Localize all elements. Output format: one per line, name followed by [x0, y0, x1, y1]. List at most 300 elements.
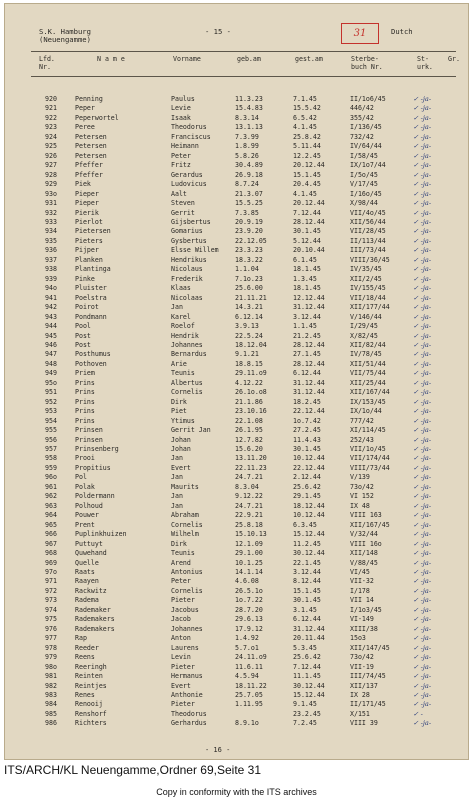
row-first-name: Isaak — [171, 113, 191, 122]
row-death-date: 4.1.45 — [293, 123, 317, 132]
row-birth-date: 24.7.21 — [235, 473, 263, 482]
row-first-name: Anton — [171, 634, 191, 643]
row-first-name: Nicolaas — [171, 293, 203, 302]
col-nr-header: Lfd. Nr. — [39, 55, 55, 72]
row-first-name: Cornelis — [171, 520, 203, 529]
row-annotation: ✓ -ja- — [413, 511, 432, 520]
row-birth-date: 21.11.21 — [235, 293, 267, 302]
row-death-date: 18.12.44 — [293, 501, 325, 510]
row-number: 935 — [45, 236, 57, 245]
row-birth-date: 30.4.89 — [235, 161, 263, 170]
header-rule-bottom — [31, 76, 456, 77]
row-number: 931 — [45, 199, 57, 208]
row-death-date: 28.12.44 — [293, 359, 325, 368]
row-number: 956 — [45, 435, 57, 444]
row-register-number: 355/42 — [350, 113, 374, 122]
row-death-date: 20.4.45 — [293, 180, 321, 189]
table-row — [5, 596, 469, 605]
row-surname: Petersen — [75, 142, 107, 151]
row-birth-date: 21.1.86 — [235, 397, 263, 406]
row-birth-date: 8.3.04 — [235, 482, 259, 491]
row-death-date: 31.12.44 — [293, 388, 325, 397]
row-first-name: Peter — [171, 151, 191, 160]
table-row — [5, 577, 469, 586]
table-row — [5, 615, 469, 624]
row-death-date: 7.1.45 — [293, 95, 317, 103]
table-row — [5, 445, 469, 454]
row-first-name: Jan — [171, 501, 183, 510]
table-row — [5, 104, 469, 113]
row-annotation: ✓ -ja- — [413, 123, 432, 132]
row-number: 964 — [45, 511, 57, 520]
row-first-name: Teunis — [171, 549, 195, 558]
row-annotation: ✓ -ja- — [413, 312, 432, 321]
row-number: 949 — [45, 369, 57, 378]
table-row — [5, 502, 469, 511]
row-first-name: Peter — [171, 577, 191, 586]
table-row — [5, 473, 469, 482]
table-row — [5, 672, 469, 681]
row-number: 962 — [45, 492, 57, 501]
row-birth-date: 14.1.14 — [235, 568, 263, 576]
row-first-name: Gijsbertus — [171, 217, 211, 226]
table-row — [5, 426, 469, 435]
row-register-number: VII/28/45 — [350, 227, 386, 236]
row-birth-date: 1.1.04 — [235, 265, 259, 274]
row-birth-date: 1.4.92 — [235, 634, 259, 643]
row-number: 977 — [45, 634, 57, 643]
row-annotation: ✓ -ja- — [413, 549, 432, 558]
row-annotation: ✓ -ja- — [413, 236, 432, 245]
row-birth-date: 7.3.85 — [235, 208, 259, 217]
row-register-number: VIII 39 — [350, 719, 378, 728]
row-register-number: VIII/73/44 — [350, 463, 390, 472]
row-register-number: VI-149 — [350, 615, 374, 624]
row-number: 986 — [45, 719, 57, 728]
row-first-name: Steven — [171, 199, 195, 208]
row-death-date: 6.1.45 — [293, 255, 317, 264]
row-number: 958 — [45, 454, 57, 463]
table-row — [5, 483, 469, 492]
row-number: 969 — [45, 558, 57, 567]
table-row — [5, 379, 469, 388]
row-surname: Penning — [75, 95, 103, 103]
row-surname: Richters — [75, 719, 107, 728]
row-number: 98o — [45, 662, 57, 671]
row-birth-date: 18.8.15 — [235, 359, 263, 368]
row-surname: Pouwer — [75, 511, 99, 520]
row-register-number: VIII 16o — [350, 539, 382, 548]
row-surname: Pijper — [75, 246, 99, 255]
row-register-number: XII/82/44 — [350, 340, 386, 349]
row-death-date: 31.12.44 — [293, 303, 325, 312]
row-death-date: 1.1.45 — [293, 322, 317, 331]
row-birth-date: 23.3.23 — [235, 246, 263, 255]
row-register-number: XII/177/44 — [350, 303, 390, 312]
row-first-name: Maurits — [171, 482, 199, 491]
row-birth-date: 25.6.00 — [235, 284, 263, 293]
row-first-name: Ludovicus — [171, 180, 207, 189]
table-row — [5, 199, 469, 208]
row-register-number: VII/174/44 — [350, 454, 390, 463]
row-register-number: VII-19 — [350, 662, 374, 671]
row-birth-date: 25.7.05 — [235, 690, 263, 699]
row-annotation: ✓ -ja- — [413, 681, 432, 690]
table-row — [5, 350, 469, 359]
row-surname: Prent — [75, 520, 95, 529]
row-surname: Puplinkhuizen — [75, 530, 127, 539]
row-first-name: Evert — [171, 463, 191, 472]
row-first-name: Gerardus — [171, 170, 203, 179]
row-register-number: VI/45 — [350, 568, 370, 576]
table-row — [5, 237, 469, 246]
row-death-date: 3.1.45 — [293, 605, 317, 614]
row-annotation: ✓ -ja- — [413, 624, 432, 633]
row-death-date: 7.12.44 — [293, 662, 321, 671]
row-register-number: XIII/38 — [350, 624, 378, 633]
row-surname: Puttuyt — [75, 539, 103, 548]
row-number: 952 — [45, 397, 57, 406]
row-surname: Poldermann — [75, 492, 115, 501]
row-death-date: 6.12.44 — [293, 615, 321, 624]
row-register-number: IV/35/45 — [350, 265, 382, 274]
row-annotation: ✓ -ja- — [413, 293, 432, 302]
row-surname: Pieper — [75, 199, 99, 208]
row-surname: Prooi — [75, 454, 95, 463]
row-register-number: V/139 — [350, 473, 370, 482]
row-death-date: 15.12.44 — [293, 690, 325, 699]
row-birth-date: 15.4.83 — [235, 104, 263, 113]
row-number: 972 — [45, 586, 57, 595]
row-first-name: Jan — [171, 492, 183, 501]
row-death-date: 25.6.42 — [293, 482, 321, 491]
row-first-name: Jacobus — [171, 605, 199, 614]
row-first-name: Arie — [171, 359, 187, 368]
row-register-number: I/178 — [350, 586, 370, 595]
row-first-name: Antonius — [171, 568, 203, 576]
table-row — [5, 454, 469, 463]
row-register-number: I/58/45 — [350, 151, 378, 160]
row-birth-date: 8.3.14 — [235, 113, 259, 122]
row-birth-date: 29.1.00 — [235, 549, 263, 558]
row-death-date: 18.1.45 — [293, 284, 321, 293]
row-register-number: V/17/45 — [350, 180, 378, 189]
row-birth-date: 13.1.13 — [235, 123, 263, 132]
row-first-name: Levie — [171, 104, 191, 113]
row-first-name: Elsse Willem — [171, 246, 219, 255]
row-first-name: Cornelis — [171, 586, 203, 595]
row-birth-date: 24.7.21 — [235, 501, 263, 510]
row-register-number: II/1o6/45 — [350, 95, 386, 103]
row-birth-date: 29.6.13 — [235, 615, 263, 624]
row-birth-date: 9.12.22 — [235, 492, 263, 501]
row-birth-date: 22.1.08 — [235, 416, 263, 425]
row-annotation: ✓ -ja- — [413, 605, 432, 614]
row-death-date: 15.5.42 — [293, 104, 321, 113]
row-surname: Prins — [75, 378, 95, 387]
row-number: 929 — [45, 180, 57, 189]
row-first-name: Franciscus — [171, 132, 211, 141]
row-annotation: ✓ -ja- — [413, 388, 432, 397]
page-number: - 15 - — [205, 27, 231, 36]
row-first-name: Nicolaus — [171, 265, 203, 274]
row-register-number: XII/25/44 — [350, 378, 386, 387]
row-register-number: 732/42 — [350, 132, 374, 141]
row-birth-date: 18.3.22 — [235, 255, 263, 264]
row-death-date: 9.1.45 — [293, 700, 317, 709]
row-birth-date: 1o.7.22 — [235, 596, 263, 605]
row-death-date: 27.1.45 — [293, 350, 321, 359]
row-surname: Renooij — [75, 700, 103, 709]
row-register-number: XII/2/45 — [350, 274, 382, 283]
header-rule-top — [31, 51, 456, 52]
row-birth-date: 14.3.21 — [235, 303, 263, 312]
row-birth-date: 21.3.07 — [235, 189, 263, 198]
row-annotation: ✓ -ja- — [413, 303, 432, 312]
row-birth-date: 24.11.o9 — [235, 653, 267, 662]
row-number: 971 — [45, 577, 57, 586]
row-annotation: ✓ -ja- — [413, 331, 432, 340]
table-row — [5, 436, 469, 445]
row-surname: Peperwortel — [75, 113, 119, 122]
row-annotation: ✓ -ja- — [413, 284, 432, 293]
row-birth-date: 4.6.08 — [235, 577, 259, 586]
row-surname: Pierik — [75, 208, 99, 217]
table-row — [5, 180, 469, 189]
row-register-number: 777/42 — [350, 416, 374, 425]
row-surname: Peper — [75, 104, 95, 113]
table-row — [5, 246, 469, 255]
row-register-number: VII/18/44 — [350, 293, 386, 302]
row-surname: Renes — [75, 690, 95, 699]
table-row — [5, 388, 469, 397]
row-number: 978 — [45, 643, 57, 652]
row-number: 985 — [45, 709, 57, 718]
table-row — [5, 511, 469, 520]
row-register-number: I/16o/45 — [350, 189, 382, 198]
row-annotation: ✓ -ja- — [413, 208, 432, 217]
table-row — [5, 653, 469, 662]
row-register-number: IX 48 — [350, 501, 370, 510]
row-first-name: Jacob — [171, 615, 191, 624]
row-number: 94o — [45, 284, 57, 293]
row-annotation: ✓ -ja- — [413, 322, 432, 331]
col-gr-header: Gr. — [448, 55, 460, 63]
table-row — [5, 313, 469, 322]
table-row — [5, 559, 469, 568]
row-annotation: ✓ -ja- — [413, 369, 432, 378]
row-first-name: Levin — [171, 653, 191, 662]
row-number: 955 — [45, 426, 57, 435]
table-row — [5, 634, 469, 643]
row-death-date: 10.12.44 — [293, 454, 325, 463]
row-number: 928 — [45, 170, 57, 179]
row-first-name: Arend — [171, 558, 191, 567]
row-first-name: Gysbertus — [171, 236, 207, 245]
row-annotation: ✓ -ja- — [413, 227, 432, 236]
row-surname: Quwehand — [75, 549, 107, 558]
row-annotation: ✓ -ja- — [413, 719, 432, 728]
row-annotation: ✓ -ja- — [413, 643, 432, 652]
row-surname: Reintjes — [75, 681, 107, 690]
row-number: 933 — [45, 217, 57, 226]
row-death-date: 7.2.45 — [293, 719, 317, 728]
row-surname: Priem — [75, 369, 95, 378]
row-surname: Prinsen — [75, 426, 103, 435]
row-register-number: XII/137 — [350, 681, 378, 690]
row-number: 983 — [45, 690, 57, 699]
row-first-name: Johan — [171, 435, 191, 444]
row-annotation: ✓ -ja- — [413, 340, 432, 349]
row-birth-date: 6.12.14 — [235, 312, 263, 321]
row-annotation: ✓ -ja- — [413, 274, 432, 283]
row-first-name: Evert — [171, 681, 191, 690]
row-number: 957 — [45, 445, 57, 454]
row-register-number: IV/155/45 — [350, 284, 386, 293]
row-annotation: ✓ -ja- — [413, 378, 432, 387]
table-row — [5, 322, 469, 331]
row-number: 934 — [45, 227, 57, 236]
row-first-name: Hermanus — [171, 672, 203, 681]
row-annotation: ✓ -ja- — [413, 473, 432, 482]
row-register-number: IX 28 — [350, 690, 370, 699]
row-surname: Pinke — [75, 274, 95, 283]
row-death-date: 1o.7.42 — [293, 416, 321, 425]
row-register-number: I/1o3/45 — [350, 605, 382, 614]
table-row — [5, 360, 469, 369]
row-number: 973 — [45, 596, 57, 605]
row-birth-date: 17.9.12 — [235, 624, 263, 633]
row-birth-date: 15.5.25 — [235, 199, 263, 208]
row-number: 947 — [45, 350, 57, 359]
table-row — [5, 152, 469, 161]
row-annotation: ✓ -ja- — [413, 653, 432, 662]
row-number: 922 — [45, 113, 57, 122]
row-annotation: ✓ -ja- — [413, 501, 432, 510]
row-number: 97o — [45, 568, 57, 576]
row-birth-date: 15.6.20 — [235, 445, 263, 454]
row-register-number: XII/51/44 — [350, 359, 386, 368]
row-number: 939 — [45, 274, 57, 283]
table-row — [5, 625, 469, 634]
row-death-date: 7.12.44 — [293, 208, 321, 217]
row-birth-date: 23.10.16 — [235, 407, 267, 416]
table-row — [5, 700, 469, 709]
row-death-date: 25.8.42 — [293, 132, 321, 141]
row-annotation: ✓ - — [413, 709, 423, 718]
row-first-name: Theodorus — [171, 123, 207, 132]
table-row — [5, 691, 469, 700]
row-birth-date: 20.9.19 — [235, 217, 263, 226]
row-surname: Peree — [75, 123, 95, 132]
row-annotation: ✓ -ja- — [413, 463, 432, 472]
row-death-date: 5.12.44 — [293, 236, 321, 245]
row-death-date: 30.12.44 — [293, 681, 325, 690]
row-number: 938 — [45, 265, 57, 274]
row-number: 966 — [45, 530, 57, 539]
row-birth-date: 1.8.99 — [235, 142, 259, 151]
row-number: 953 — [45, 407, 57, 416]
row-death-date: 8.12.44 — [293, 577, 321, 586]
row-surname: Renshorf — [75, 709, 107, 718]
row-annotation: ✓ -ja- — [413, 435, 432, 444]
table-row — [5, 530, 469, 539]
row-register-number: I/136/45 — [350, 123, 382, 132]
row-annotation: ✓ -ja- — [413, 672, 432, 681]
row-number: 924 — [45, 132, 57, 141]
row-first-name: Klaas — [171, 284, 191, 293]
row-annotation: ✓ -ja- — [413, 359, 432, 368]
row-death-date: 20.12.44 — [293, 199, 325, 208]
row-death-date: 3.12.44 — [293, 312, 321, 321]
row-first-name: Paulus — [171, 95, 195, 103]
row-register-number: V/146/44 — [350, 312, 382, 321]
table-row — [5, 95, 469, 104]
row-number: 946 — [45, 340, 57, 349]
row-number: 923 — [45, 123, 57, 132]
row-death-date: 15.1.45 — [293, 170, 321, 179]
row-annotation: ✓ -ja- — [413, 104, 432, 113]
table-row — [5, 549, 469, 558]
row-death-date: 30.1.45 — [293, 445, 321, 454]
row-first-name: Pieter — [171, 700, 195, 709]
row-first-name: Bernardus — [171, 350, 207, 359]
table-row — [5, 114, 469, 123]
row-number: 926 — [45, 151, 57, 160]
row-number: 975 — [45, 615, 57, 624]
document-scan — [4, 3, 469, 760]
row-surname: Post — [75, 340, 91, 349]
row-register-number: IV/64/44 — [350, 142, 382, 151]
copy-note: Copy in conformity with the ITS archives — [156, 787, 317, 797]
table-row — [5, 719, 469, 728]
row-register-number: III/74/45 — [350, 672, 386, 681]
row-register-number: 73o/42 — [350, 482, 374, 491]
row-death-date: 30.1.45 — [293, 227, 321, 236]
row-surname: Pluister — [75, 284, 107, 293]
row-annotation: ✓ -ja- — [413, 634, 432, 643]
row-annotation: ✓ -ja- — [413, 568, 432, 576]
row-birth-date: 29.11.o9 — [235, 369, 267, 378]
row-number: 984 — [45, 700, 57, 709]
row-surname: Pfeffer — [75, 170, 103, 179]
row-number: 944 — [45, 322, 57, 331]
row-number: 968 — [45, 549, 57, 558]
table-row — [5, 587, 469, 596]
row-number: 982 — [45, 681, 57, 690]
row-number: 927 — [45, 161, 57, 170]
row-number: 948 — [45, 359, 57, 368]
row-death-date: 11.4.43 — [293, 435, 321, 444]
row-death-date: 25.6.42 — [293, 653, 321, 662]
row-annotation: ✓ -ja- — [413, 189, 432, 198]
row-number: 942 — [45, 303, 57, 312]
row-number: 967 — [45, 539, 57, 548]
row-surname: Pool — [75, 322, 91, 331]
table-row — [5, 682, 469, 691]
row-annotation: ✓ -ja- — [413, 662, 432, 671]
row-surname: Prinsen — [75, 435, 103, 444]
row-register-number: VII-32 — [350, 577, 374, 586]
row-death-date: 4.1.45 — [293, 189, 317, 198]
row-annotation: ✓ -ja- — [413, 161, 432, 170]
row-death-date: 21.2.45 — [293, 331, 321, 340]
row-register-number: 446/42 — [350, 104, 374, 113]
row-birth-date: 26.1.95 — [235, 426, 263, 435]
row-register-number: XII/56/44 — [350, 217, 386, 226]
table-row — [5, 161, 469, 170]
camp-subtitle: (Neuengamme) — [39, 35, 91, 44]
